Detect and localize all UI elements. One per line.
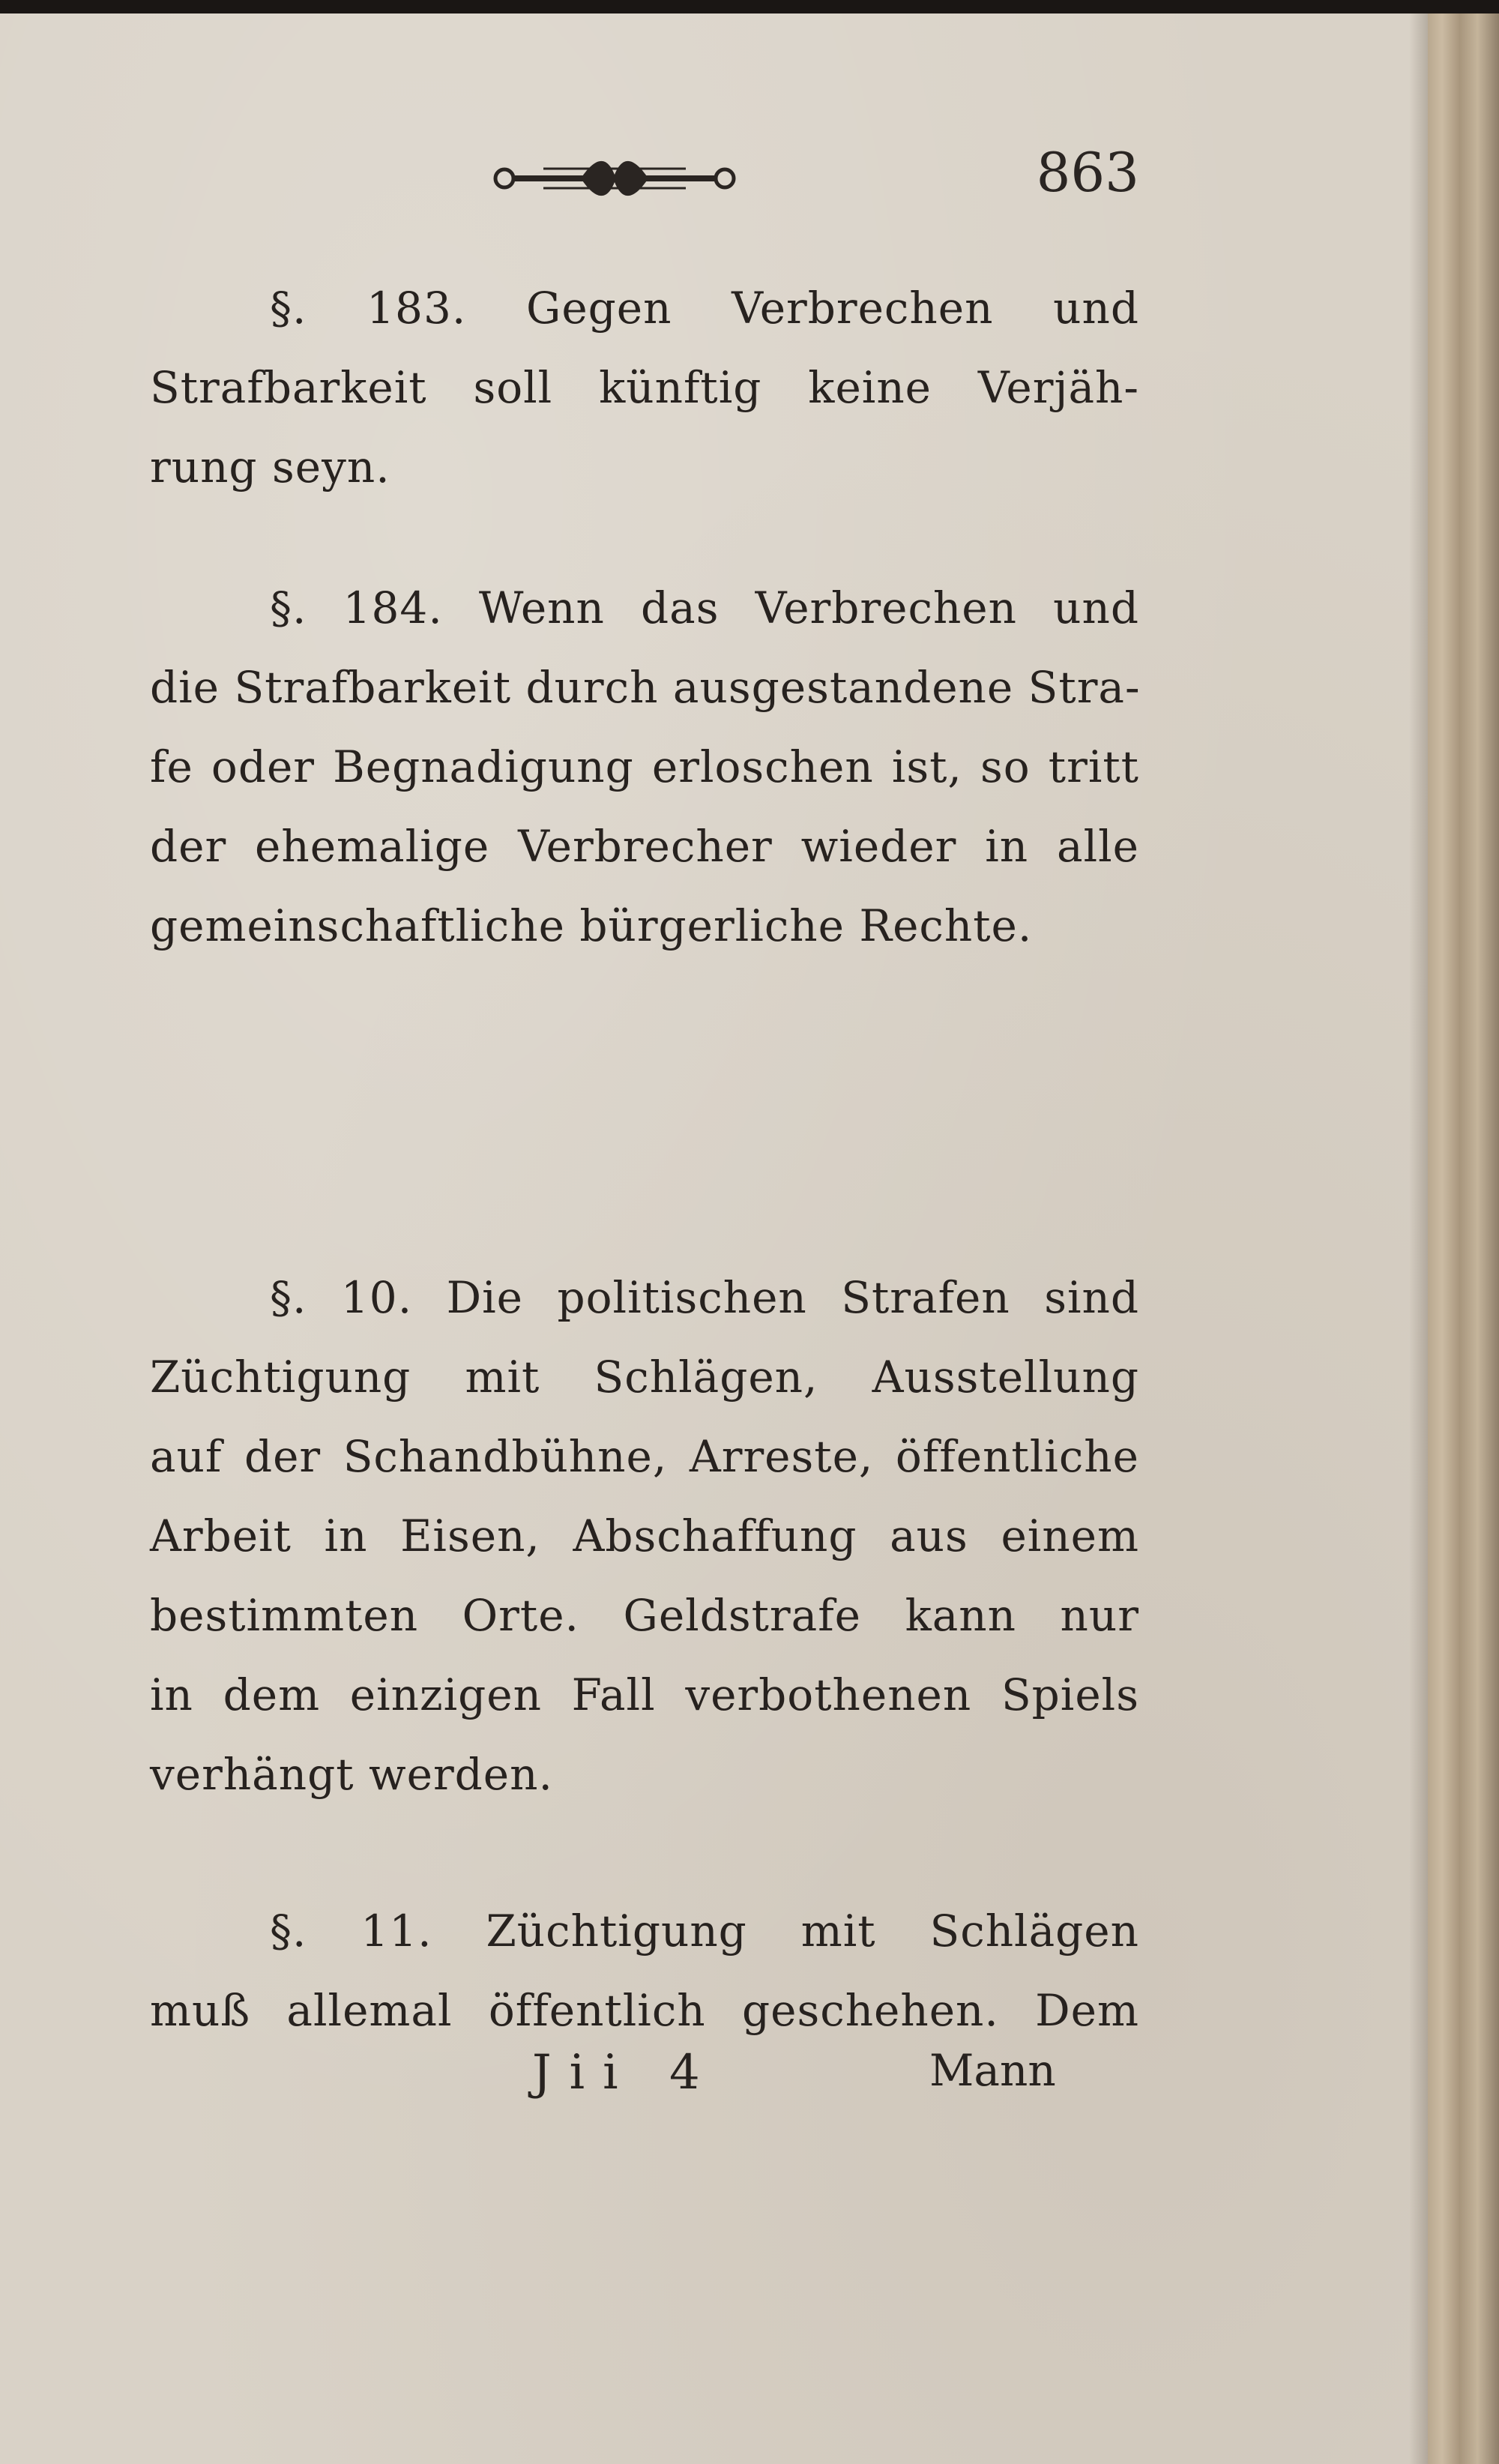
text-line: verhängt werden.: [150, 1749, 553, 1800]
book-page-edges: [1428, 13, 1499, 2464]
catchword: Mann: [929, 2045, 1056, 2096]
signature-mark: Jii 4: [532, 2045, 718, 2100]
text-line: bestimmten Orte. Geldstrafe kann nur: [150, 1590, 1139, 1641]
heading-line: [255, 1105, 1139, 1184]
text-line: der ehemalige Verbrecher wieder in alle: [150, 821, 1139, 872]
paragraph-184: [150, 568, 1139, 966]
text-line: §. 11. Züchtigung mit Schlägen: [270, 1906, 1139, 1957]
text-line: Strafbarkeit soll künftig keine Verjäh-: [150, 362, 1139, 413]
book-page: [0, 13, 1428, 2464]
text-line: §. 183. Gegen Verbrechen und: [270, 283, 1139, 334]
section-heading: [255, 1025, 1139, 1184]
text-line: muß allemal öffentlich geschehen. Dem: [150, 1985, 1139, 2036]
text-line: gemeinschaftliche bürgerliche Rechte.: [150, 900, 1033, 951]
page-number: 863: [1036, 141, 1139, 204]
paragraph-183: [150, 268, 1139, 507]
text-line: auf der Schandbühne, Arreste, öffentliche: [150, 1431, 1139, 1482]
text-line: §. 10. Die politischen Strafen sind: [270, 1272, 1139, 1323]
ornament-divider-icon: [491, 152, 738, 205]
page-gutter-shadow: [1409, 13, 1430, 2464]
text-line: die Strafbarkeit durch ausgestandene Stra-: [150, 662, 1141, 713]
paragraph-10: [150, 1258, 1139, 1814]
text-line: Arbeit in Eisen, Abschaffung aus einem: [150, 1510, 1139, 1561]
text-line: §. 184. Wenn das Verbrechen und: [270, 582, 1139, 633]
text-line: fe oder Begnadigung erloschen ist, so tritt: [150, 741, 1139, 792]
text-line: Züchtigung mit Schlägen, Ausstellung: [150, 1352, 1139, 1403]
text-line: in dem einzigen Fall verbothenen Spiels: [150, 1669, 1139, 1720]
text-line: rung seyn.: [150, 442, 390, 493]
page-footer: [150, 2045, 1139, 2124]
heading-line: [255, 1025, 1139, 1105]
paragraph-11: [150, 1891, 1139, 2050]
